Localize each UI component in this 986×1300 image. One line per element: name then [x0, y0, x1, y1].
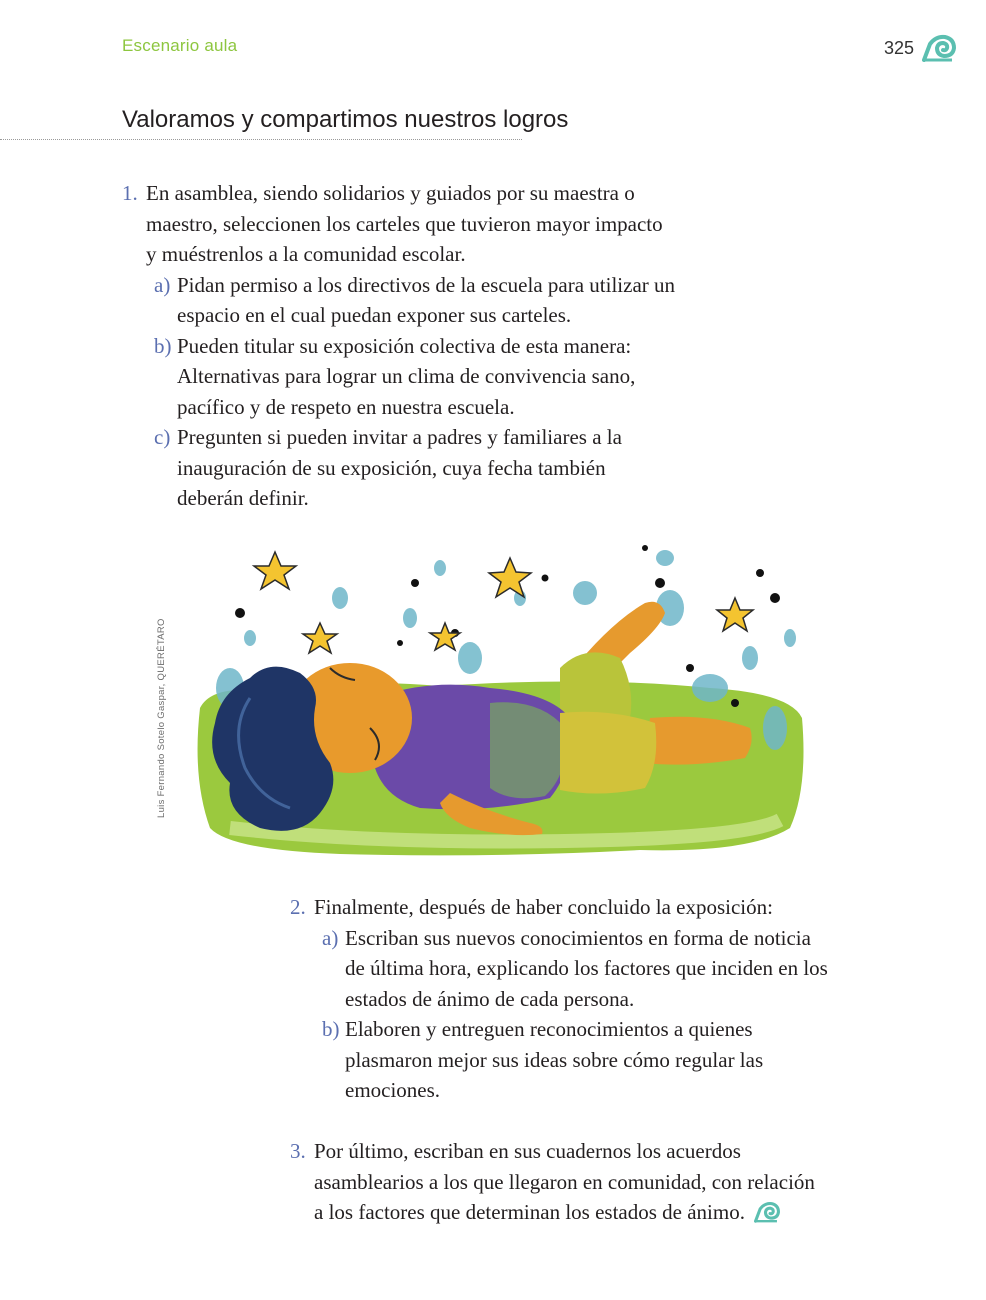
item-number: 2.: [290, 895, 306, 919]
item-number: 1.: [122, 181, 138, 205]
item-text: a los factores que determinan los estados de ánimo.: [314, 1200, 745, 1224]
subitem-b: [322, 1014, 828, 1106]
subitem-text-line: plasmaron mejor sus ideas sobre cómo regular las: [345, 1047, 764, 1072]
page-header-right: [884, 34, 956, 62]
illustration-credit: Luis Fernando Sotelo Gaspar, QUERÉTARO: [156, 618, 167, 818]
subitem-text-line: inauguración de su exposición, cuya fecha también: [177, 455, 606, 480]
subitem-letter: c): [154, 425, 171, 449]
subitem-text-line: Pidan permiso a los directivos de la escuela para utilizar un: [177, 272, 676, 297]
subitem-text-line: Alternativas para lograr un clima de convivencia sano,: [177, 364, 636, 388]
subitem-text-line: Escriban sus nuevos conocimientos en forma de noticia: [345, 925, 811, 950]
subitem-text-line: pacífico y de respeto en nuestra escuela.: [177, 394, 515, 419]
title-divider: [0, 139, 522, 140]
subitem-text-line: emociones.: [345, 1078, 441, 1102]
section-label: Escenario aula: [122, 36, 238, 55]
item-text-line-last: [314, 1197, 815, 1228]
item-number: 3.: [290, 1139, 306, 1163]
subitem-text-line: Pueden titular su exposición colectiva de esta manera:: [177, 333, 632, 358]
subitem-a: [322, 923, 828, 1015]
subitem-letter: a): [322, 925, 339, 950]
spiral-snail-icon: [922, 34, 956, 62]
item-text-line: y muéstrenlos a la comunidad escolar.: [146, 242, 466, 266]
activity-item-1: [122, 178, 722, 514]
end-spiral-icon: [754, 1201, 780, 1223]
subitem-a: [154, 270, 675, 331]
item-text-line: Por último, escriban en sus cuadernos los acuerdos: [314, 1139, 741, 1163]
subitem-text-line: estados de ánimo de cada persona.: [345, 986, 635, 1011]
subitem-text-line: de última hora, explicando los factores que inciden en los: [345, 956, 828, 980]
subitem-letter: b): [322, 1017, 340, 1041]
page-number: 325: [883, 37, 914, 58]
item-text-line: maestro, seleccionen los carteles que tuvieron mayor impacto: [146, 211, 663, 236]
subitem-b: [154, 331, 675, 423]
activity-item-2: [290, 892, 890, 1106]
item-text-line: En asamblea, siendo solidarios y guiados por su maestra o: [146, 181, 635, 205]
subitem-letter: b): [154, 333, 172, 358]
subitem-text-line: espacio en el cual puedan exponer sus carteles.: [177, 303, 572, 327]
subitem-text-line: Elaboren y entreguen reconocimientos a quienes: [345, 1017, 753, 1041]
subitem-letter: a): [154, 272, 171, 297]
activity-item-3: [290, 1136, 890, 1228]
subitem-c: [154, 422, 675, 514]
section-title: Valoramos y compartimos nuestros logros: [122, 106, 569, 133]
item-text-line: Finalmente, después de haber concluido la exposición:: [314, 895, 773, 919]
subitem-text-line: Pregunten si pueden invitar a padres y familiares a la: [177, 425, 622, 449]
subitem-text-line: deberán definir.: [177, 486, 309, 510]
item-text-line: asamblearios a los que llegaron en comunidad, con relación: [314, 1169, 815, 1194]
illustration-child-lying-on-grass: [190, 528, 815, 868]
